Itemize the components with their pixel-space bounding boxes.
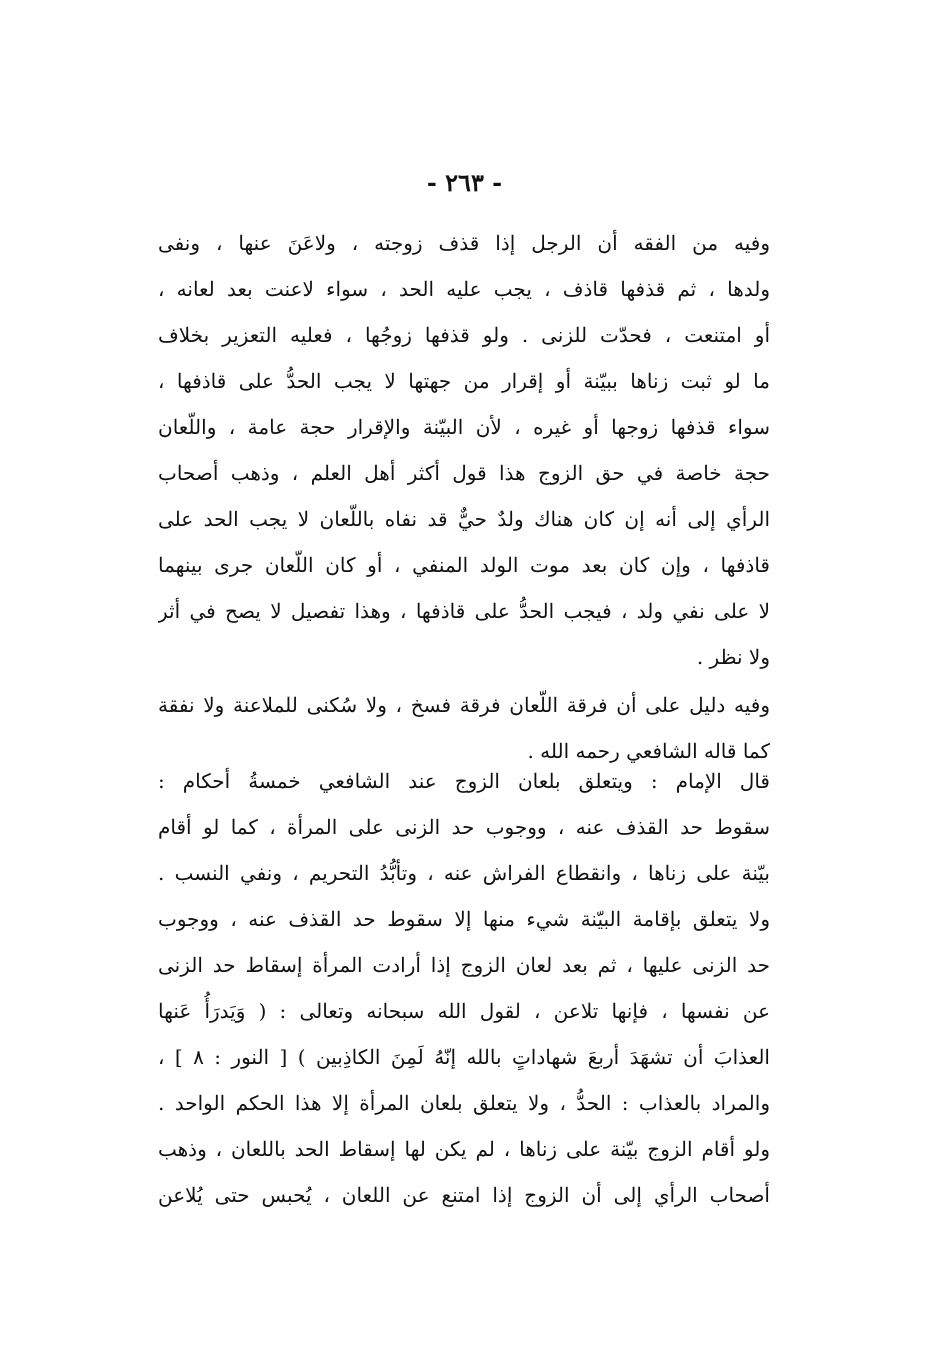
text-line: عن نفسها ، فإنها تلاعن ، لقول الله سبحانه وتعالى : ( وَيَدرَأُ عَنها — [158, 999, 770, 1023]
text-line: وفيه دليل على أن فرقة اللّعان فرقة فسخ ، ولا سُكنى للملاعنة ولا نفقة — [158, 693, 770, 717]
text-line: ولا يتعلق بإقامة البيّنة شيء منها إلا سقوط حد القذف عنه ، ووجوب — [158, 907, 770, 931]
text-line: قال الإمام : ويتعلق بلعان الزوج عند الشافعي خمسةُ أحكام : — [158, 769, 770, 793]
text-line: سواء قذفها زوجها أو غيره ، لأن البيّنة والإقرار حجة عامة ، واللّعان — [158, 415, 770, 439]
text-line: ما لو ثبت زناها ببيّنة أو إقرار من جهتها لا يجب الحدُّ على قاذفها ، — [158, 369, 770, 393]
text-line: سقوط حد القذف عنه ، ووجوب حد الزنى على المرأة ، كما لو أقام — [158, 815, 770, 839]
text-line: وفيه من الفقه أن الرجل إذا قذف زوجته ، ولاعَنَ عنها ، ونفى — [158, 231, 770, 255]
text-line: ولو أقام الزوج بيّنة على زناها ، لم يكن لها إسقاط الحد باللعان ، وذهب — [158, 1137, 770, 1161]
text-line: لا على نفي ولد ، فيجب الحدُّ على قاذفها ، وهذا تفصيل لا يصح في أثر — [158, 599, 770, 623]
paragraph-1 — [158, 220, 770, 680]
text-line: والمراد بالعذاب : الحدُّ ، ولا يتعلق بلعان المرأة إلا هذا الحكم الواحد . — [158, 1091, 770, 1115]
text-line: ولدها ، ثم قذفها قاذف ، يجب عليه الحد ، سواء لاعنت بعد لعانه ، — [158, 277, 770, 301]
text-line: أو امتنعت ، فحدّت للزنى . ولو قذفها زوجُها ، فعليه التعزير بخلاف — [158, 323, 770, 347]
text-line: العذابَ أن تشهَدَ أربعَ شهاداتٍ بالله إنّهُ لَمِنَ الكاذِبين ) [ النور : ٨ ] ، — [158, 1045, 770, 1069]
text-line: قاذفها ، وإن كان بعد موت الولد المنفي ، أو كان اللّعان جرى بينهما — [158, 553, 770, 577]
text-line: بيّنة على زناها ، وانقطاع الفراش عنه ، وتأبُّدُ التحريم ، ونفي النسب . — [158, 861, 770, 885]
text-line: حجة خاصة في حق الزوج هذا قول أكثر أهل العلم ، وذهب أصحاب — [158, 461, 770, 485]
page-number: - ٢٦٣ - — [426, 168, 503, 197]
text-line: كما قاله الشافعي رحمه الله . — [527, 739, 770, 763]
text-line: ولا نظر . — [696, 645, 770, 669]
text-line: حد الزنى عليها ، ثم بعد لعان الزوج إذا أرادت المرأة إسقاط حد الزنى — [158, 953, 770, 977]
text-line: الرأي إلى أنه إن كان هناك ولدٌ حيٌّ قد نفاه باللّعان لا يجب الحد على — [158, 507, 770, 531]
paragraph-3 — [158, 758, 770, 1218]
text-line: أصحاب الرأي إلى أن الزوج إذا امتنع عن اللعان ، يُحبس حتى يُلاعن — [158, 1183, 770, 1207]
